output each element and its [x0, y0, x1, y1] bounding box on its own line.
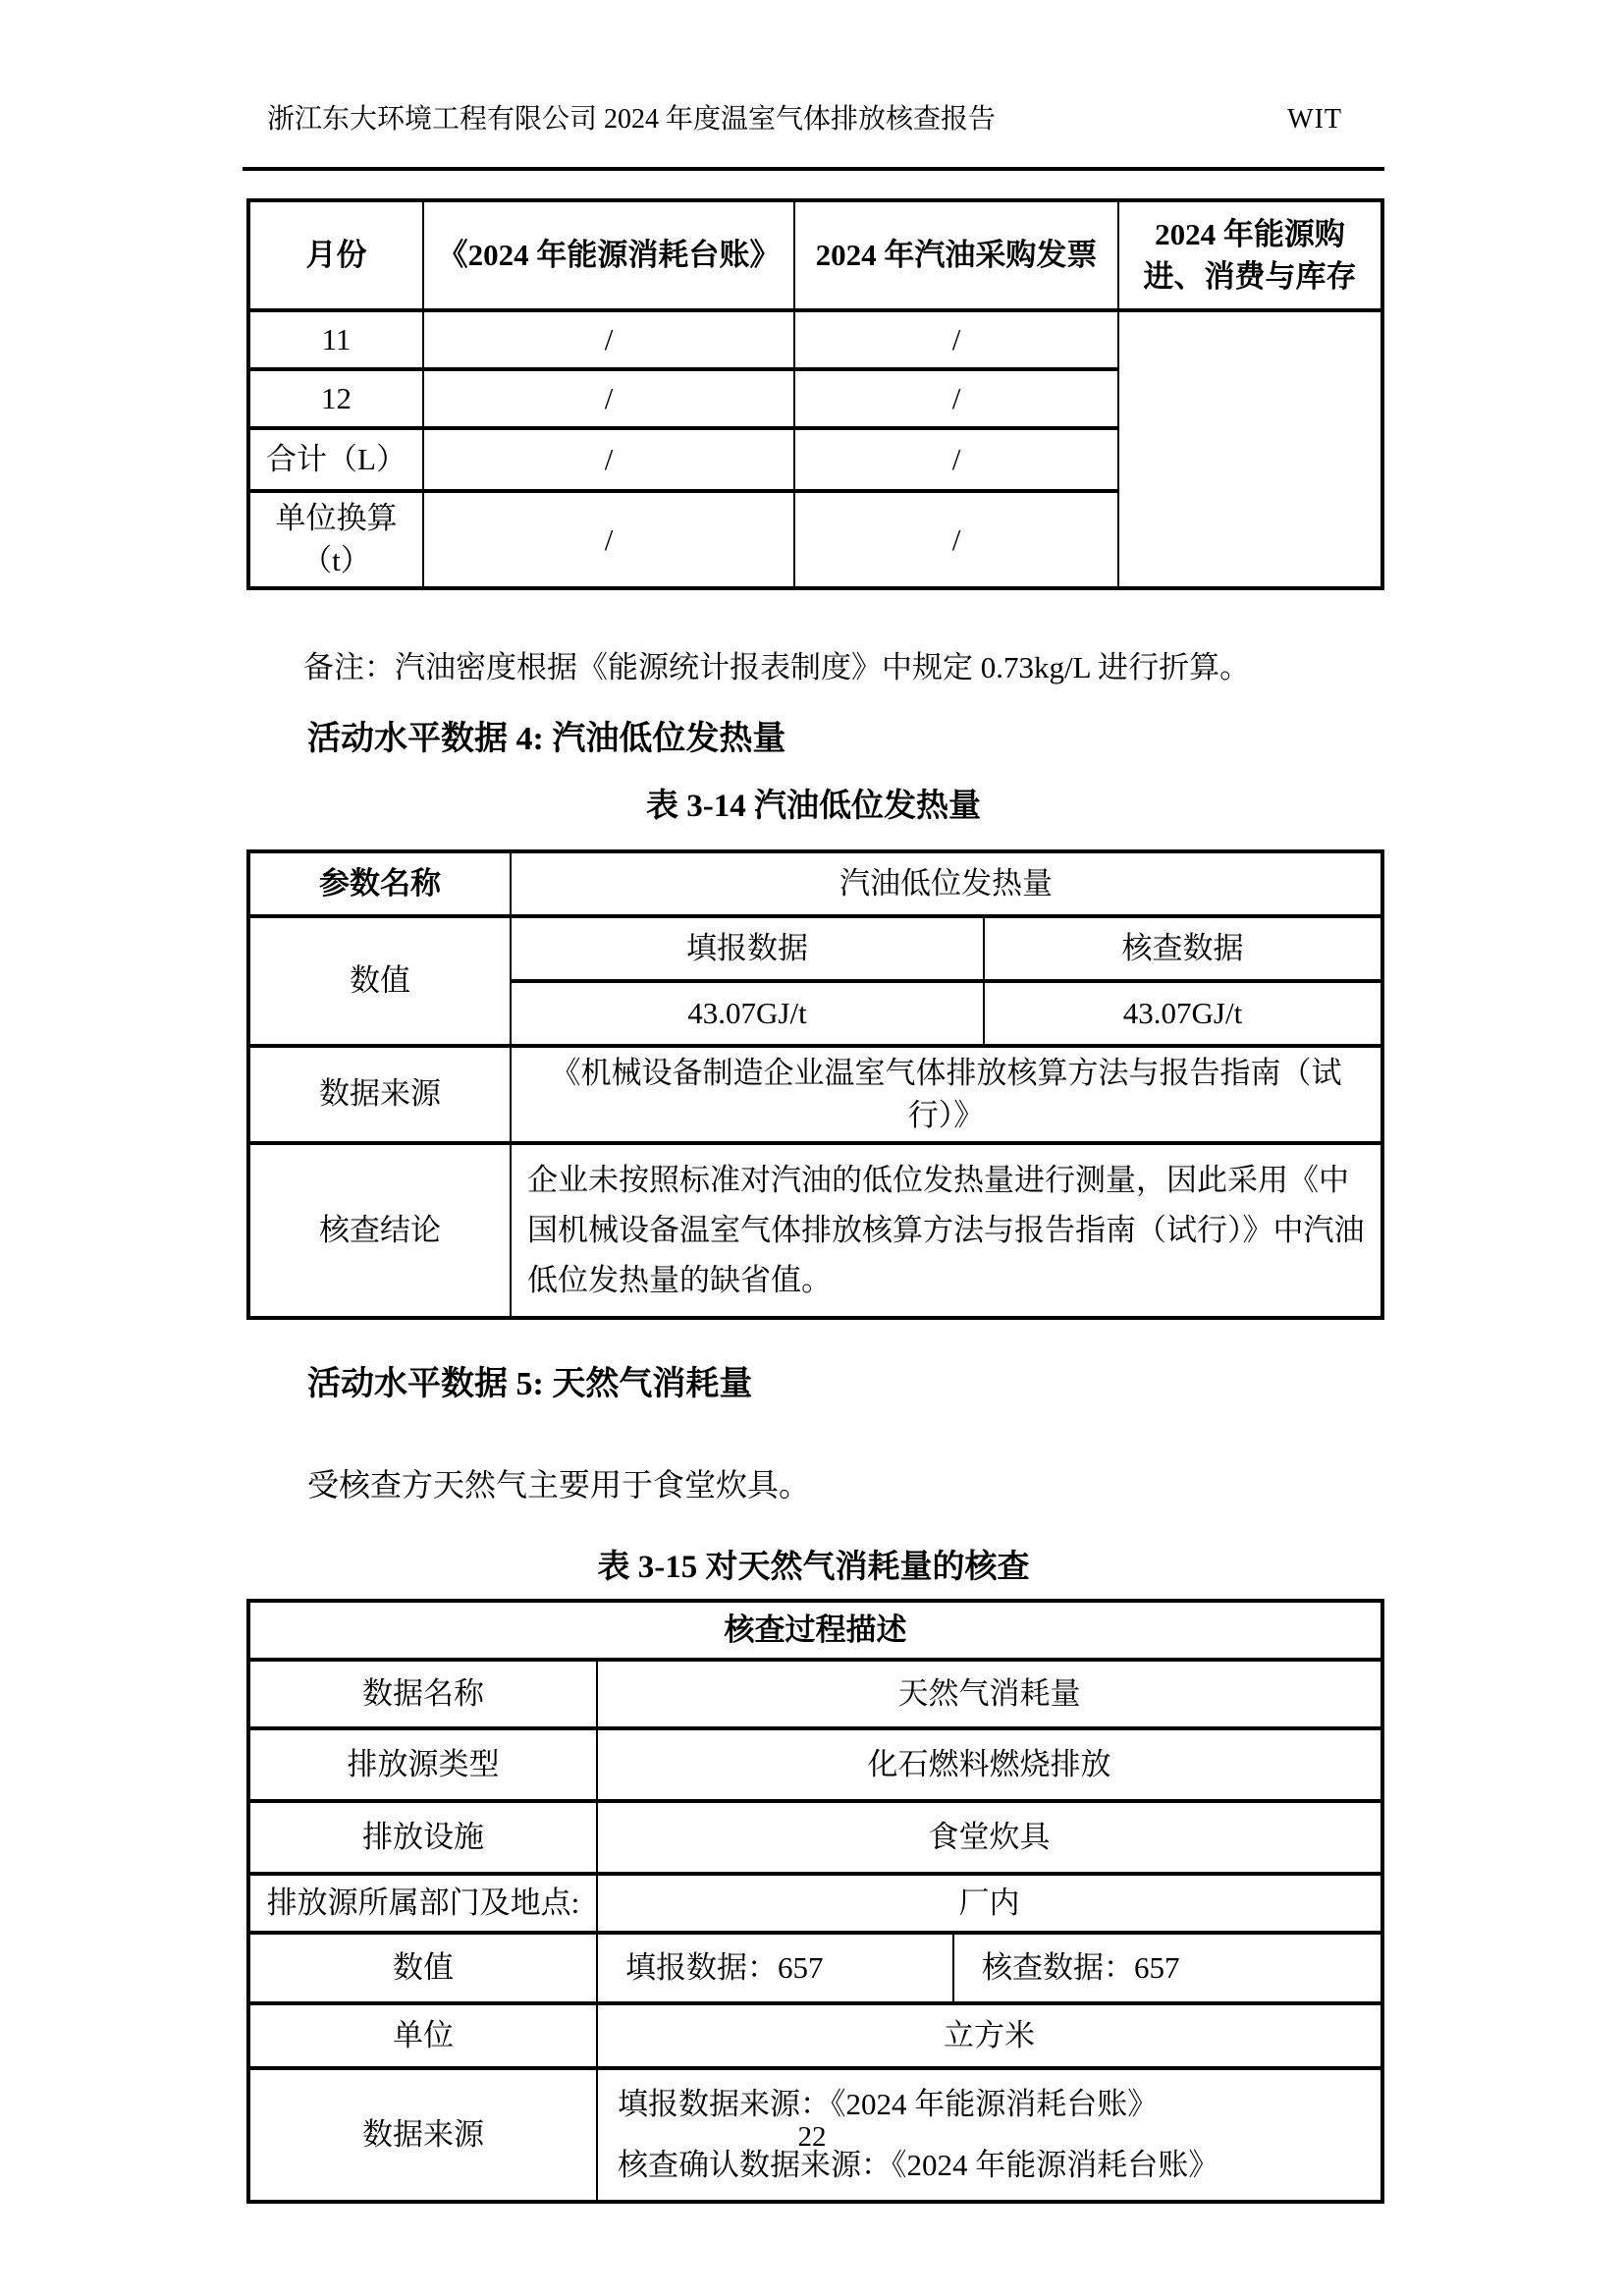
month-cell: 11	[248, 310, 423, 369]
invoice-cell: /	[794, 310, 1118, 369]
data-name-label: 数据名称	[248, 1660, 597, 1728]
verified-value: 43.07GJ/t	[984, 981, 1382, 1046]
verified-value: 核查数据：657	[953, 1933, 1382, 2003]
numeric-label: 数值	[248, 916, 511, 1046]
header-title: 浙江东大环境工程有限公司 2024 年度温室气体排放核查报告	[267, 104, 997, 135]
table-row	[248, 1801, 1382, 1874]
data-source-label: 数据来源	[248, 2068, 597, 2202]
verified-data-label: 核查数据	[984, 916, 1382, 981]
data-name-value: 天然气消耗量	[597, 1660, 1382, 1728]
reported-value: 43.07GJ/t	[511, 981, 984, 1046]
table-3-14-caption: 表 3-14 汽油低位发热量	[646, 788, 981, 824]
month-cell: 单位换算（t）	[248, 491, 423, 588]
emission-facility-label: 排放设施	[248, 1801, 597, 1874]
header-rule	[243, 167, 1384, 171]
month-cell: 合计（L）	[248, 428, 423, 491]
unit-value: 立方米	[597, 2003, 1382, 2068]
data-source-label: 数据来源	[248, 1046, 511, 1143]
table-row	[248, 1933, 1382, 2003]
department-location-label: 排放源所属部门及地点:	[248, 1874, 597, 1933]
table-row	[248, 916, 1382, 981]
verified-source-line: 核查确认数据来源：《2024 年能源消耗台账》	[618, 2147, 1219, 2182]
inventory-column-header: 2024 年能源购进、消费与库存	[1118, 200, 1382, 310]
page-number: 22	[797, 2121, 827, 2153]
gasoline-heating-value-table	[246, 849, 1384, 1320]
table-header-row	[248, 1601, 1382, 1660]
ledger-cell: /	[423, 428, 794, 491]
gasoline-invoice-table	[246, 198, 1384, 590]
section5-paragraph: 受核查方天然气主要用于食堂炊具。	[307, 1466, 811, 1503]
header-logo: WIT	[1287, 104, 1342, 135]
reported-data-label: 填报数据	[511, 916, 984, 981]
merged-inventory-cell	[1118, 310, 1382, 588]
gas-verification-table	[246, 1599, 1384, 2204]
param-name-label: 参数名称	[248, 851, 511, 916]
table-3-15-caption: 表 3-15 对天然气消耗量的核查	[597, 1549, 1030, 1585]
section4-heading: 活动水平数据 4: 汽油低位发热量	[307, 720, 786, 757]
table-row	[248, 2003, 1382, 2068]
ledger-column-header: 《2024 年能源消耗台账》	[423, 200, 794, 310]
table-row	[248, 310, 1382, 369]
invoice-cell: /	[794, 428, 1118, 491]
ledger-cell: /	[423, 310, 794, 369]
table-header-row	[248, 200, 1382, 310]
table-row	[248, 1143, 1382, 1318]
emission-facility-value: 食堂炊具	[597, 1801, 1382, 1874]
month-cell: 12	[248, 369, 423, 428]
conclusion-label: 核查结论	[248, 1143, 511, 1318]
reported-source-line: 填报数据来源：《2024 年能源消耗台账》	[618, 2086, 1159, 2121]
verification-process-header: 核查过程描述	[248, 1601, 1382, 1660]
invoice-column-header: 2024 年汽油采购发票	[794, 200, 1118, 310]
table-row	[248, 1728, 1382, 1801]
conclusion-text: 企业未按照标准对汽油的低位发热量进行测量，因此采用《中国机械设备温室气体排放核算方法与报告指南（试行）》中汽油低位发热量的缺省值。	[511, 1143, 1382, 1318]
fuel-density-note: 备注：汽油密度根据《能源统计报表制度》中规定 0.73kg/L 进行折算。	[303, 649, 1251, 684]
ledger-cell: /	[423, 491, 794, 588]
table-row	[248, 1660, 1382, 1728]
section5-heading: 活动水平数据 5: 天然气消耗量	[307, 1365, 753, 1402]
table-row	[248, 1874, 1382, 1933]
invoice-cell: /	[794, 491, 1118, 588]
emission-source-type-value: 化石燃料燃烧排放	[597, 1728, 1382, 1801]
param-name-value: 汽油低位发热量	[511, 851, 1382, 916]
reported-value: 填报数据：657	[597, 1933, 953, 2003]
content-column	[246, 198, 1380, 2204]
month-column-header: 月份	[248, 200, 423, 310]
ledger-cell: /	[423, 369, 794, 428]
table-row	[248, 851, 1382, 916]
page-header	[243, 102, 1384, 137]
invoice-cell: /	[794, 369, 1118, 428]
emission-source-type-label: 排放源类型	[248, 1728, 597, 1801]
department-location-value: 厂内	[597, 1874, 1382, 1933]
numeric-label: 数值	[248, 1933, 597, 2003]
data-source-value: 《机械设备制造企业温室气体排放核算方法与报告指南（试行）》	[511, 1046, 1382, 1143]
table-row	[248, 1046, 1382, 1143]
unit-label: 单位	[248, 2003, 597, 2068]
